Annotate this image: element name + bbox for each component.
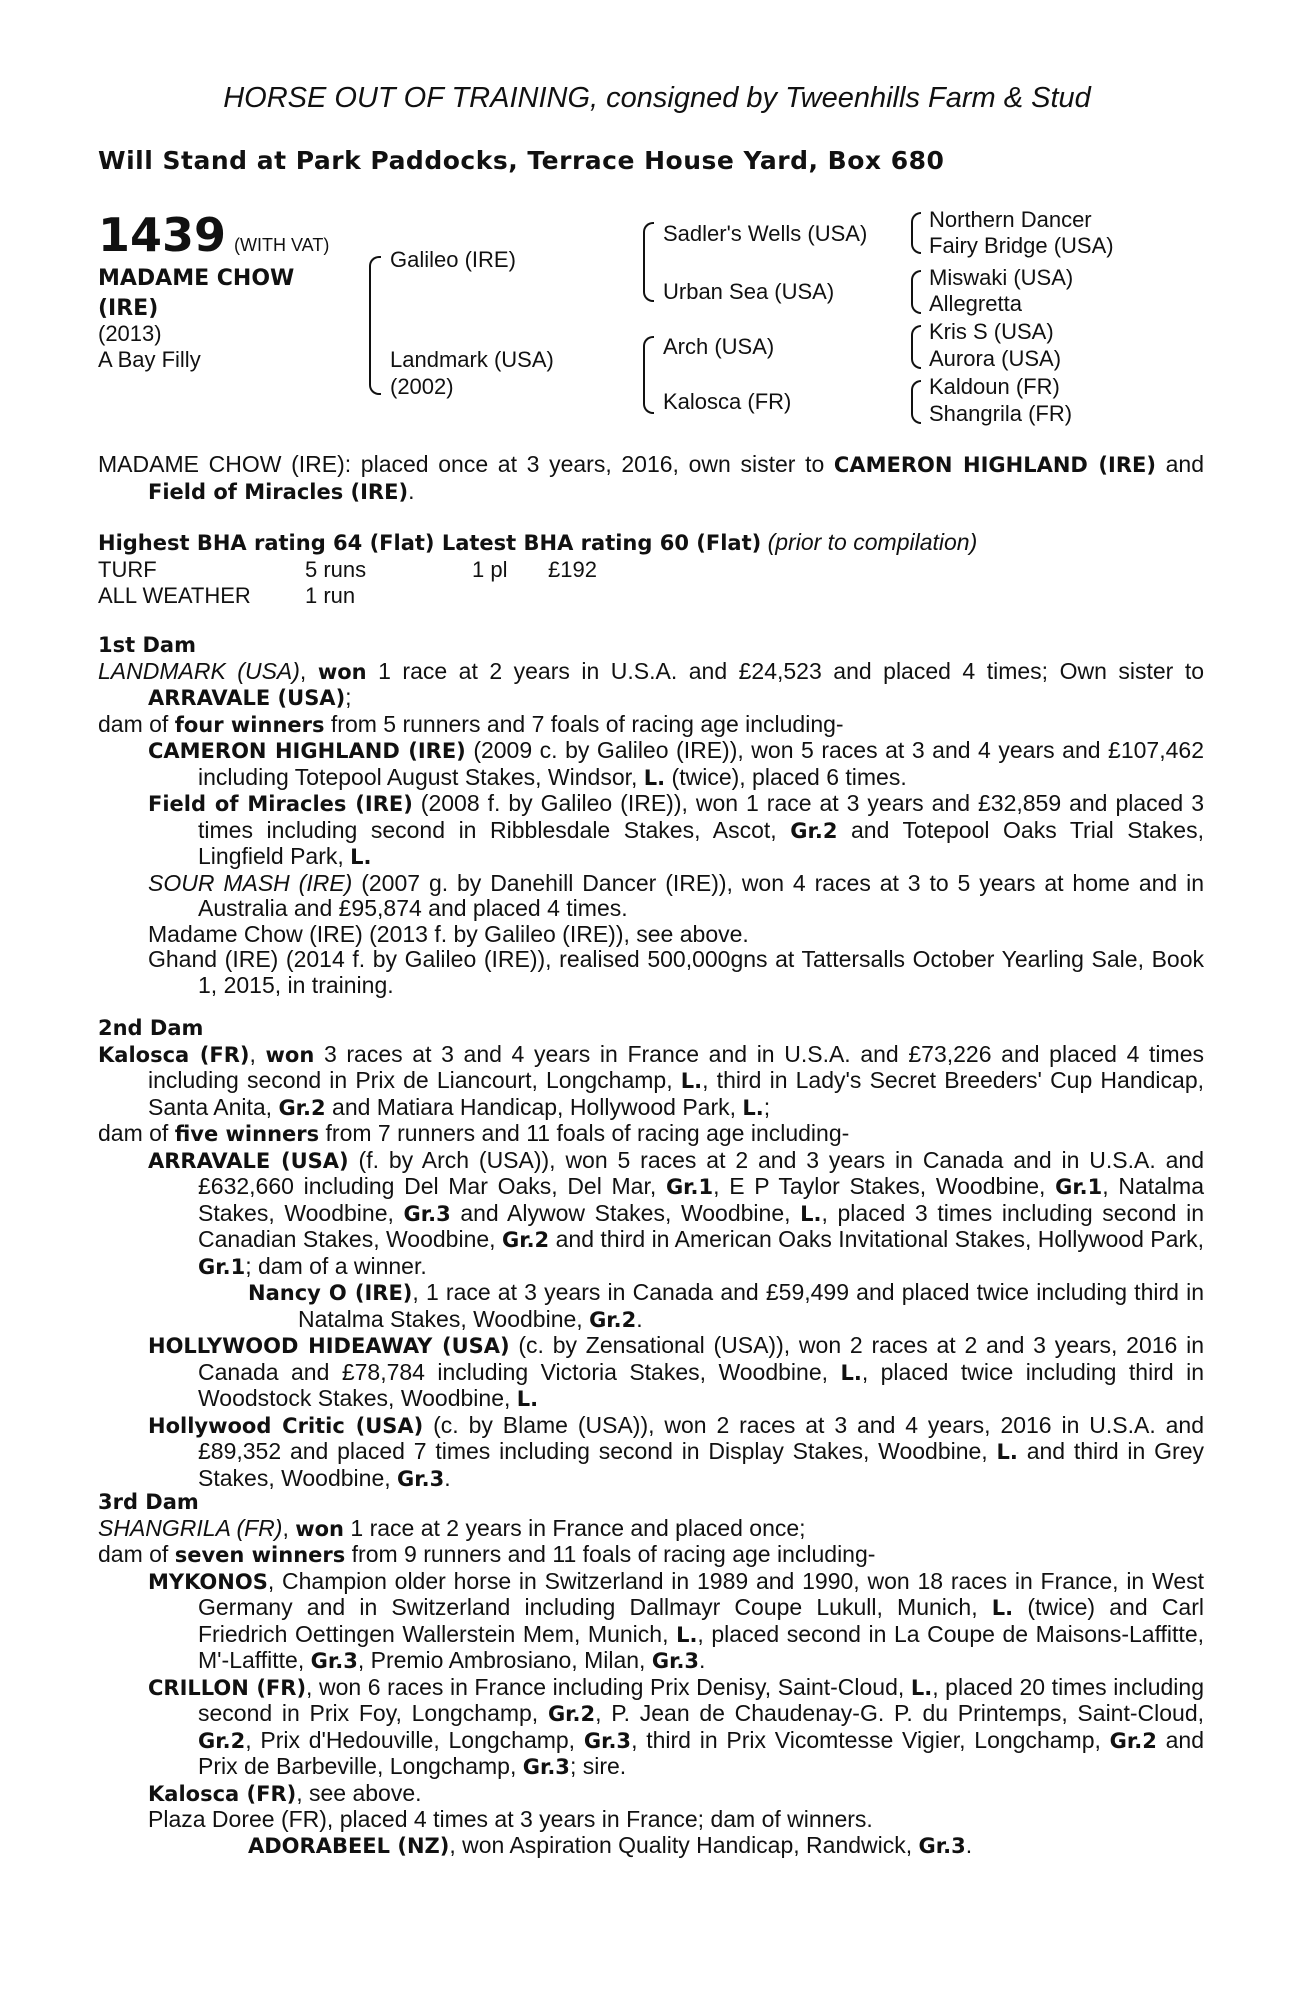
horse-name-line1: MADAME CHOW [98, 266, 295, 291]
pedigree-sire-dam: Urban Sea (USA) [663, 279, 835, 304]
progeny-entry: MYKONOS, Champion older horse in Switzerland in 1989 and 1990, won 18 races in France, in West Germany and in Switzerland including Dallmayr Coupe Lukull, Munich, L. (twice) and Carl Friedrich Oettingen Wallerstein Mem, Munich, L., placed second in La Coupe de Maisons-Laffitte, M'-Laffitte, Gr.3, Premio Ambrosiano, Milan, Gr.3. [148, 1567, 1204, 1673]
progeny-entry: Ghand (IRE) (2014 f. by Galileo (IRE)), realised 500,000gns at Tattersalls October Yearling Sale, Book 1, 2015, in training. [148, 946, 1204, 998]
rating-note: (prior to compilation) [767, 529, 978, 555]
pedigree-sd-sire: Miswaki (USA) [929, 265, 1074, 290]
progeny-entry: SOUR MASH (IRE) (2007 g. by Danehill Dancer (IRE)), won 4 races at 3 to 5 years at home and in Australia and £95,874 and placed 4 times. [148, 869, 1205, 921]
record-aw-runs: 1 run [305, 583, 356, 608]
pedigree-brace-dd [911, 380, 921, 424]
horse-name [98, 264, 338, 324]
progeny-entry: Kalosca (FR), see above. [148, 1779, 422, 1806]
progeny-entry: Plaza Doree (FR), placed 4 times at 3 years in France; dam of winners. [148, 1806, 873, 1832]
pedigree-ds-dam: Aurora (USA) [929, 346, 1062, 371]
record-turf-label: TURF [98, 557, 157, 582]
pedigree-brace-sd [911, 270, 921, 314]
pedigree-dam-sire: Arch (USA) [663, 334, 775, 359]
second-dam-heading: 2nd Dam [98, 1016, 204, 1040]
pedigree-ds-sire: Kris S (USA) [929, 319, 1054, 344]
vat-note: (WITH VAT) [234, 235, 330, 255]
lot-heading [98, 208, 329, 262]
pedigree-dam: Landmark (USA) [390, 347, 554, 372]
third-dam-section: 3rd Dam SHANGRILA (FR), won 1 race at 2 years in France and placed once; dam of seven winners from 9 runners and 11 foals of racing age including- MYKONOS, Champion older horse in Switzerland in 1989 and 1990, won 18 races in France, in West Germany and in Switzerland including Dallmayr Coupe Lukull, Munich, L. (twice) and Carl Friedrich Oettingen Wallerstein Mem, Munich, L., placed second in La Coupe de Maisons-Laffitte, M'-Laffitte, Gr.3, Premio Ambrosiano, Milan, Gr.3. CRILLON (FR), won 6 races in France including Prix Denisy, Saint-Cloud, L., placed 20 times including second in Prix Foy, Longchamp, Gr.2, P. Jean de Chaudenay-G. P. du Printemps, Saint-Cloud, Gr.2, Prix d'Hedouville, Longchamp, Gr.3, third in Prix Vicomtesse Vigier, Longchamp, Gr.2 and Prix de Barbeville, Longchamp, Gr.3; sire. Kalosca (FR), see above. Plaza Doree (FR), placed 4 times at 3 years in France; dam of winners. ADORABEEL (NZ), won Aspiration Quality Handicap, Randwick, Gr.3. [98, 1490, 1205, 1858]
record-turf-amount: £192 [548, 557, 597, 582]
rating-line [98, 530, 1204, 557]
rating-bold: Highest BHA rating 64 (Flat) Latest BHA rating 60 (Flat) [98, 531, 762, 555]
pedigree-dd-sire: Kaldoun (FR) [929, 374, 1060, 399]
lot-number: 1439 [98, 208, 227, 262]
pedigree-brace-ss [911, 212, 921, 254]
progeny-entry: CAMERON HIGHLAND (IRE) (2009 c. by Galileo (IRE)), won 5 races at 3 and 4 years and £107,462 including Totepool August Stakes, Windsor, L. (twice), placed 6 times. [148, 737, 1204, 790]
pedigree-sire: Galileo (IRE) [390, 247, 516, 272]
horse-name-line2: (IRE) [98, 296, 159, 321]
progeny-entry: ARRAVALE (USA) (f. by Arch (USA)), won 5 races at 2 and 3 years in Canada and in U.S.A. and £632,660 including Del Mar Oaks, Del Mar, Gr.1, E P Taylor Stakes, Woodbine, Gr.1, Natalma Stakes, Woodbine, Gr.3 and Alywow Stakes, Woodbine, L., placed 3 times including second in Canadian Stakes, Woodbine, Gr.2 and third in American Oaks Invitational Stakes, Hollywood Park, Gr.1; dam of a winner. [148, 1146, 1205, 1279]
progeny-entry: Madame Chow (IRE) (2013 f. by Galileo (IRE)), see above. [148, 920, 749, 947]
pedigree-brace-gen1 [369, 256, 381, 395]
second-dam-section: 2nd Dam Kalosca (FR), won 3 races at 3 and 4 years in France and in U.S.A. and £73,226 and placed 4 times including second in Prix de Liancourt, Longchamp, L., third in Lady's Secret Breeders' Cup Handicap, Santa Anita, Gr.2 and Matiara Handicap, Hollywood Park, L.; dam of five winners from 7 runners and 11 foals of racing age including- ARRAVALE (USA) (f. by Arch (USA)), won 5 races at 2 and 3 years in Canada and in U.S.A. and £632,660 including Del Mar Oaks, Del Mar, Gr.1, E P Taylor Stakes, Woodbine, Gr.1, Natalma Stakes, Woodbine, Gr.3 and Alywow Stakes, Woodbine, L., placed 3 times including second in Canadian Stakes, Woodbine, Gr.2 and third in American Oaks Invitational Stakes, Hollywood Park, Gr.1; dam of a winner. Nancy O (IRE), 1 race at 3 years in Canada and £59,499 and placed twice including third in Natalma Stakes, Woodbine, Gr.2. HOLLYWOOD HIDEAWAY (USA) (c. by Zensational (USA)), won 2 races at 2 and 3 years, 2016 in Canada and £78,784 including Victoria Stakes, Woodbine, L., placed twice including third in Woodstock Stakes, Woodbine, L. Hollywood Critic (USA) (c. by Blame (USA)), won 2 races at 3 and 4 years, 2016 in U.S.A. and £89,352 and placed 7 times including second in Display Stakes, Woodbine, L. and third in Grey Stakes, Woodbine, Gr.3. [98, 1016, 1205, 1491]
record-aw-label: ALL WEATHER [98, 583, 251, 608]
progeny-entry: Field of Miracles (IRE) (2008 f. by Galileo (IRE)), won 1 race at 3 years and £32,859 and placed 3 times including second in Ribblesdale Stakes, Ascot, Gr.2 and Totepool Oaks Trial Stakes, Lingfield Park, L. [148, 790, 1204, 869]
pedigree-brace-ds [911, 325, 921, 369]
pedigree-brace-dam [643, 336, 654, 414]
progeny-entry: CRILLON (FR), won 6 races in France including Prix Denisy, Saint-Cloud, L., placed 20 times including second in Prix Foy, Longchamp, Gr.2, P. Jean de Chaudenay-G. P. du Printemps, Saint-Cloud, Gr.2, Prix d'Hedouville, Longchamp, Gr.3, third in Prix Vicomtesse Vigier, Longchamp, Gr.2 and Prix de Barbeville, Longchamp, Gr.3; sire. [148, 1673, 1205, 1779]
intro-paragraph: MADAME CHOW (IRE): placed once at 3 years, 2016, own sister to CAMERON HIGHLAND (IRE) and Field of Miracles (IRE). [98, 451, 1205, 504]
pedigree-sire-sire: Sadler's Wells (USA) [663, 221, 868, 246]
grand-progeny-entry: Nancy O (IRE), 1 race at 3 years in Canada and £59,499 and placed twice including third in Natalma Stakes, Woodbine, Gr.2. [248, 1279, 1204, 1332]
grand-progeny-entry: ADORABEEL (NZ), won Aspiration Quality Handicap, Randwick, Gr.3. [248, 1831, 973, 1858]
horse-year: (2013) [98, 321, 162, 346]
progeny-entry: HOLLYWOOD HIDEAWAY (USA) (c. by Zensational (USA)), won 2 races at 2 and 3 years, 2016 in Canada and £78,784 including Victoria Stakes, Woodbine, L., placed twice including third in Woodstock Stakes, Woodbine, L. [148, 1332, 1204, 1411]
pedigree-ss-sire: Northern Dancer [929, 207, 1092, 232]
pedigree-ss-dam: Fairy Bridge (USA) [929, 233, 1114, 258]
pedigree-sd-dam: Allegretta [929, 291, 1022, 316]
progeny-entry: Hollywood Critic (USA) (c. by Blame (USA)), won 2 races at 3 and 4 years, 2016 in U.S.A. and £89,352 and placed 7 times including second in Display Stakes, Woodbine, L. and third in Grey Stakes, Woodbine, Gr.3. [148, 1411, 1204, 1491]
pedigree-dd-dam: Shangrila (FR) [929, 401, 1073, 426]
third-dam-heading: 3rd Dam [98, 1490, 199, 1514]
pedigree-brace-sire [643, 222, 654, 302]
catalogue-header: HORSE OUT OF TRAINING, consigned by Tweenhills Farm & Stud [223, 82, 1091, 114]
first-dam-section: 1st Dam LANDMARK (USA), won 1 race at 2 years in U.S.A. and £24,523 and placed 4 times; Own sister to ARRAVALE (USA); dam of four winners from 5 runners and 7 foals of racing age including- CAMERON HIGHLAND (IRE) (2009 c. by Galileo (IRE)), won 5 races at 3 and 4 years and £107,462 including Totepool August Stakes, Windsor, L. (twice), placed 6 times. Field of Miracles (IRE) (2008 f. by Galileo (IRE)), won 1 race at 3 years and £32,859 and placed 3 times including second in Ribblesdale Stakes, Ascot, Gr.2 and Totepool Oaks Trial Stakes, Lingfield Park, L. SOUR MASH (IRE) (2007 g. by Danehill Dancer (IRE)), won 4 races at 3 to 5 years at home and in Australia and £95,874 and placed 4 times. Madame Chow (IRE) (2013 f. by Galileo (IRE)), see above. Ghand (IRE) (2014 f. by Galileo (IRE)), realised 500,000gns at Tattersalls October Yearling Sale, Book 1, 2015, in training. [98, 633, 1205, 998]
horse-description: A Bay Filly [98, 347, 201, 372]
record-turf-placed: 1 pl [472, 557, 508, 582]
record-turf-runs: 5 runs [305, 557, 367, 582]
pedigree-dam-dam: Kalosca (FR) [663, 389, 792, 414]
stand-location: Will Stand at Park Paddocks, Terrace House Yard, Box 680 [98, 146, 945, 175]
pedigree-dam-year: (2002) [390, 374, 454, 399]
first-dam-heading: 1st Dam [98, 633, 196, 657]
